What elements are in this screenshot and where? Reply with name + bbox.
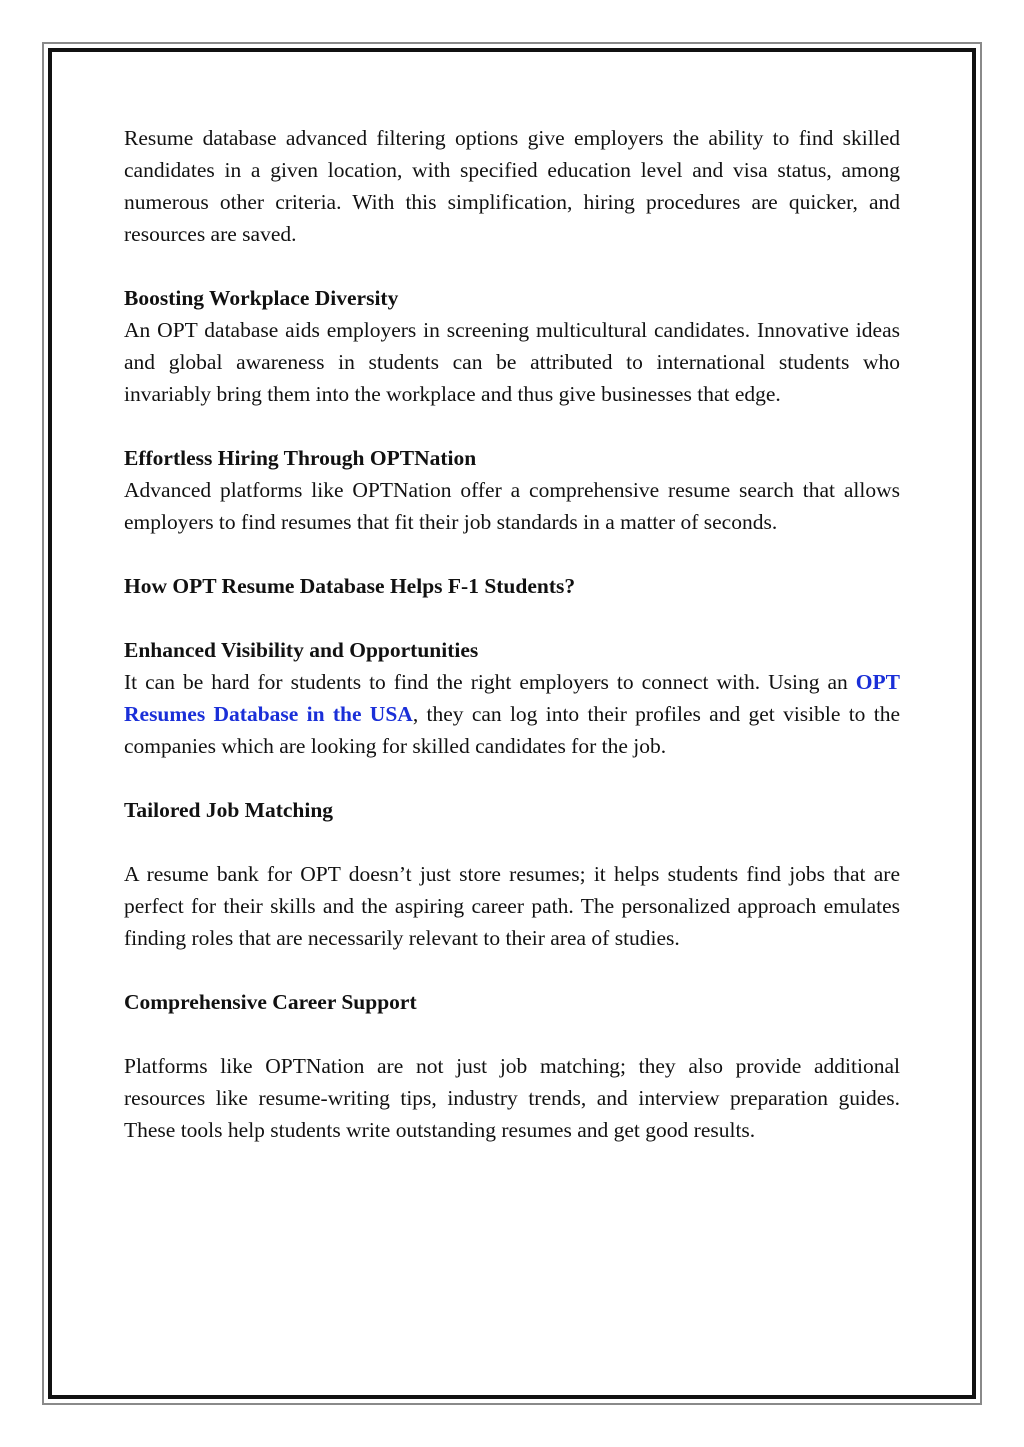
spacer — [124, 602, 900, 634]
document-body — [124, 122, 900, 1146]
visibility-paragraph — [124, 666, 900, 762]
support-heading: Comprehensive Career Support — [124, 990, 417, 1014]
matching-paragraph: A resume bank for OPT doesn’t just store resumes; it helps students find jobs that are perfect for their skills and the aspiring career path. The personalized approach emulates finding roles that are necessarily relevant to their area of studies. — [124, 862, 900, 950]
spacer — [124, 762, 900, 794]
intro-paragraph: Resume database advanced filtering options give employers the ability to find skilled candidates in a given location, with specified education level and visa status, among numerous other criteria. With this simplification, hiring procedures are quicker, and resources are saved. — [124, 126, 900, 246]
spacer — [124, 538, 900, 570]
visibility-text-after: , they can log into their profiles and get visible to the companies which are looking for skilled candidates for the job. — [124, 702, 900, 758]
diversity-heading: Boosting Workplace Diversity — [124, 286, 399, 310]
opt-resumes-database-link[interactable]: OPT Resumes Database in the USA — [124, 670, 900, 726]
spacer — [124, 1018, 900, 1050]
matching-heading: Tailored Job Matching — [124, 798, 334, 822]
effortless-heading: Effortless Hiring Through OPTNation — [124, 446, 477, 470]
visibility-heading: Enhanced Visibility and Opportunities — [124, 638, 479, 662]
visibility-text-before: It can be hard for students to find the right employers to connect with. Using an — [124, 670, 856, 694]
support-paragraph: Platforms like OPTNation are not just job matching; they also provide additional resources like resume-writing tips, industry trends, and interview preparation guides. These tools help students write outstanding resumes and get good results. — [124, 1054, 900, 1142]
spacer — [124, 250, 900, 282]
spacer — [124, 410, 900, 442]
spacer — [124, 826, 900, 858]
effortless-paragraph: Advanced platforms like OPTNation offer a comprehensive resume search that allows employers to find resumes that fit their job standards in a matter of seconds. — [124, 478, 900, 534]
spacer — [124, 954, 900, 986]
diversity-paragraph: An OPT database aids employers in screening multicultural candidates. Innovative ideas and global awareness in students can be attributed to international students who invariably bring them into the workplace and thus give businesses that edge. — [124, 318, 900, 406]
students-section-heading: How OPT Resume Database Helps F-1 Students? — [124, 574, 576, 598]
